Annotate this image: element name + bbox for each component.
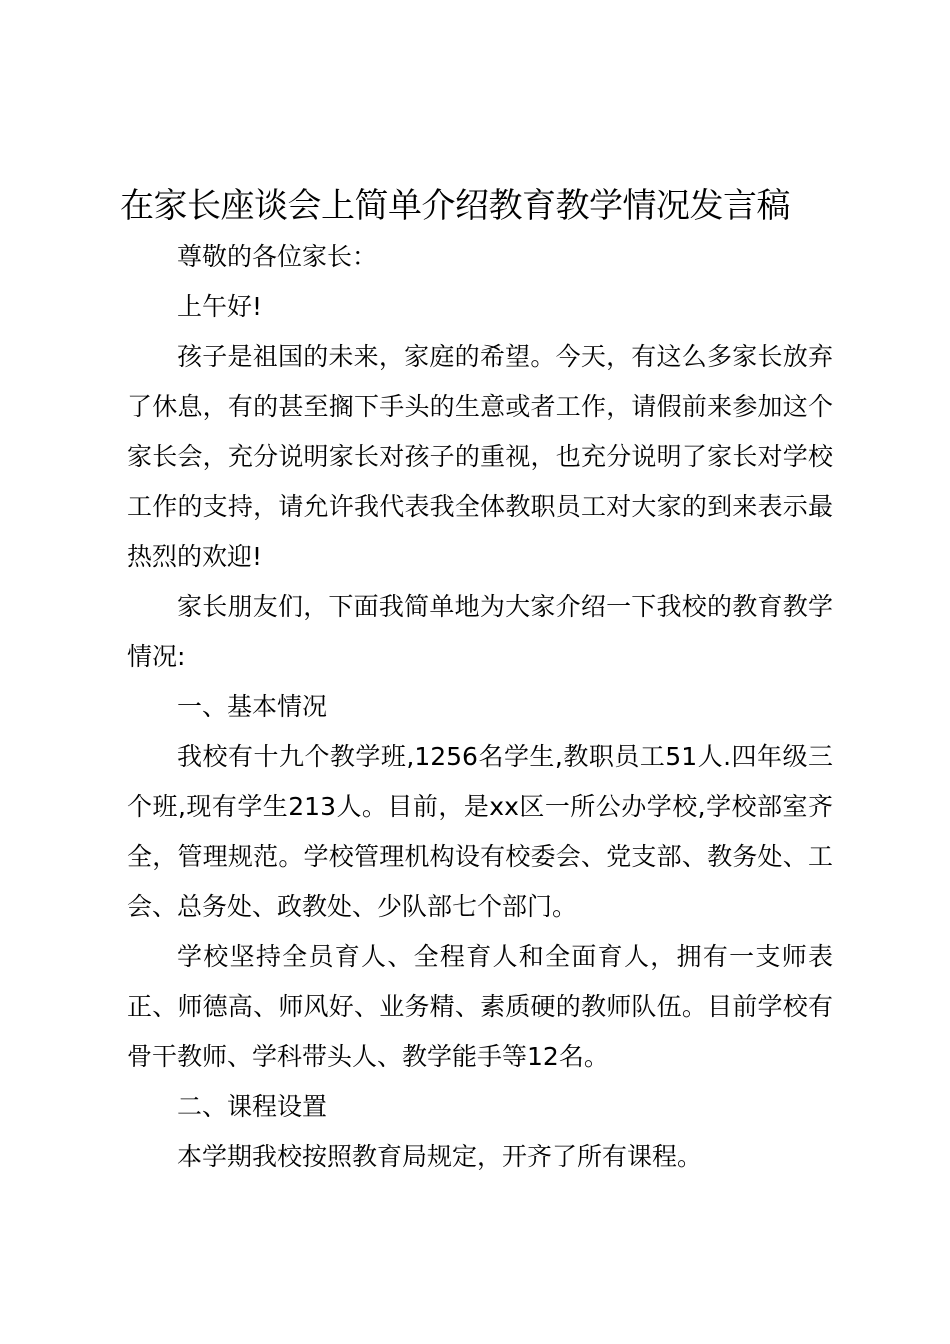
salutation: 尊敬的各位家长： bbox=[177, 242, 378, 271]
document-title: 在家长座谈会上简单介绍教育教学情况发言稿 bbox=[120, 186, 790, 226]
basic-info-paragraph: 我校有十九个教学班,1256名学生,教职员工51人.四年级三个班,现有学生213人。目前，是xx区一所公办学校,学校部室齐全，管理规范。学校管理机构设有校委会、党支部、教务处、工会、总务处、政教处、少队部七个部门。 bbox=[127, 742, 833, 921]
section-heading-curriculum: 二、课程设置 bbox=[177, 1092, 328, 1121]
document-body bbox=[127, 232, 833, 1182]
intro-paragraph: 家长朋友们，下面我简单地为大家介绍一下我校的教育教学情况: bbox=[127, 592, 833, 671]
teachers-paragraph: 学校坚持全员育人、全程育人和全面育人，拥有一支师表正、师德高、师风好、业务精、素质硬的教师队伍。目前学校有骨干教师、学科带头人、教学能手等12名。 bbox=[127, 942, 833, 1071]
greeting: 上午好! bbox=[177, 292, 263, 321]
welcome-paragraph: 孩子是祖国的未来，家庭的希望。今天，有这么多家长放弃了休息，有的甚至搁下手头的生意或者工作，请假前来参加这个家长会，充分说明家长对孩子的重视，也充分说明了家长对学校工作的支持，请允许我代表我全体教职员工对大家的到来表示最热烈的欢迎! bbox=[127, 342, 833, 571]
curriculum-paragraph: 本学期我校按照教育局规定，开齐了所有课程。 bbox=[177, 1142, 703, 1171]
section-heading-basic-info: 一、基本情况 bbox=[177, 692, 328, 721]
